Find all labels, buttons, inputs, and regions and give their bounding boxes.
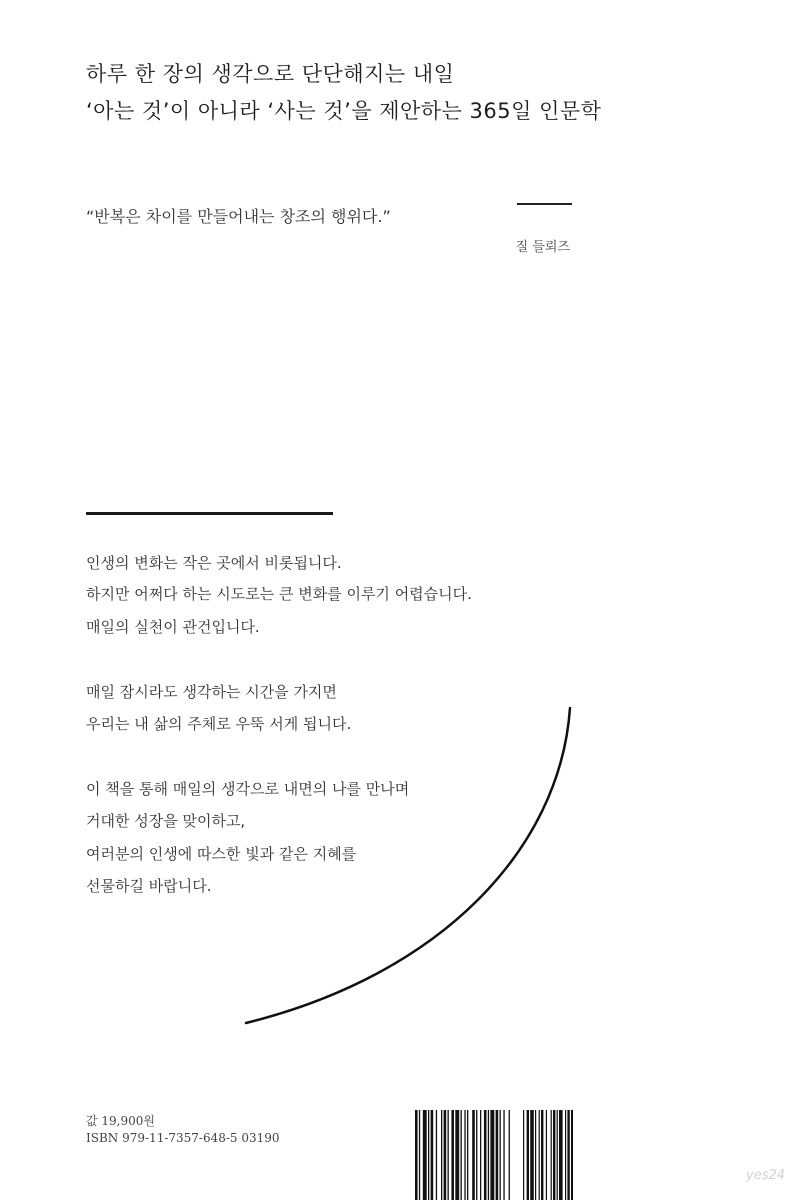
body-line-8: 여러분의 인생에 따스한 빛과 같은 지혜를	[86, 845, 357, 863]
body-line-4: 매일 잠시라도 생각하는 시간을 가지면	[86, 683, 337, 701]
isbn-barcode	[413, 1110, 573, 1200]
headline-line-2: ‘아는 것’이 아니라 ‘사는 것’을 제안하는 365일 인문학	[86, 99, 602, 123]
body-line-3: 매일의 실천이 관건입니다.	[86, 618, 260, 636]
body-line-7: 거대한 성장을 맞이하고,	[86, 812, 246, 830]
quote-author: 질 들뢰즈	[515, 240, 570, 255]
price-label: 값 19,900원	[86, 1114, 155, 1128]
body-line-1: 인생의 변화는 작은 곳에서 비롯됩니다.	[86, 554, 342, 572]
body-line-6: 이 책을 통해 매일의 생각으로 내면의 나를 만나며	[86, 780, 410, 798]
quote-text: “반복은 차이를 만들어내는 창조의 행위다.”	[86, 207, 391, 226]
quote-divider	[517, 203, 572, 205]
body-line-5: 우리는 내 삶의 주체로 우뚝 서게 됩니다.	[86, 715, 352, 733]
body-line-9: 선물하길 바랍니다.	[86, 877, 212, 895]
yes24-watermark: yes24	[746, 1168, 786, 1183]
headline-line-1: 하루 한 장의 생각으로 단단해지는 내일	[86, 62, 455, 86]
isbn-label: ISBN 979-11-7357-648-5 03190	[86, 1131, 280, 1145]
body-line-2: 하지만 어쩌다 하는 시도로는 큰 변화를 이루기 어렵습니다.	[86, 585, 472, 603]
section-divider	[86, 512, 333, 515]
